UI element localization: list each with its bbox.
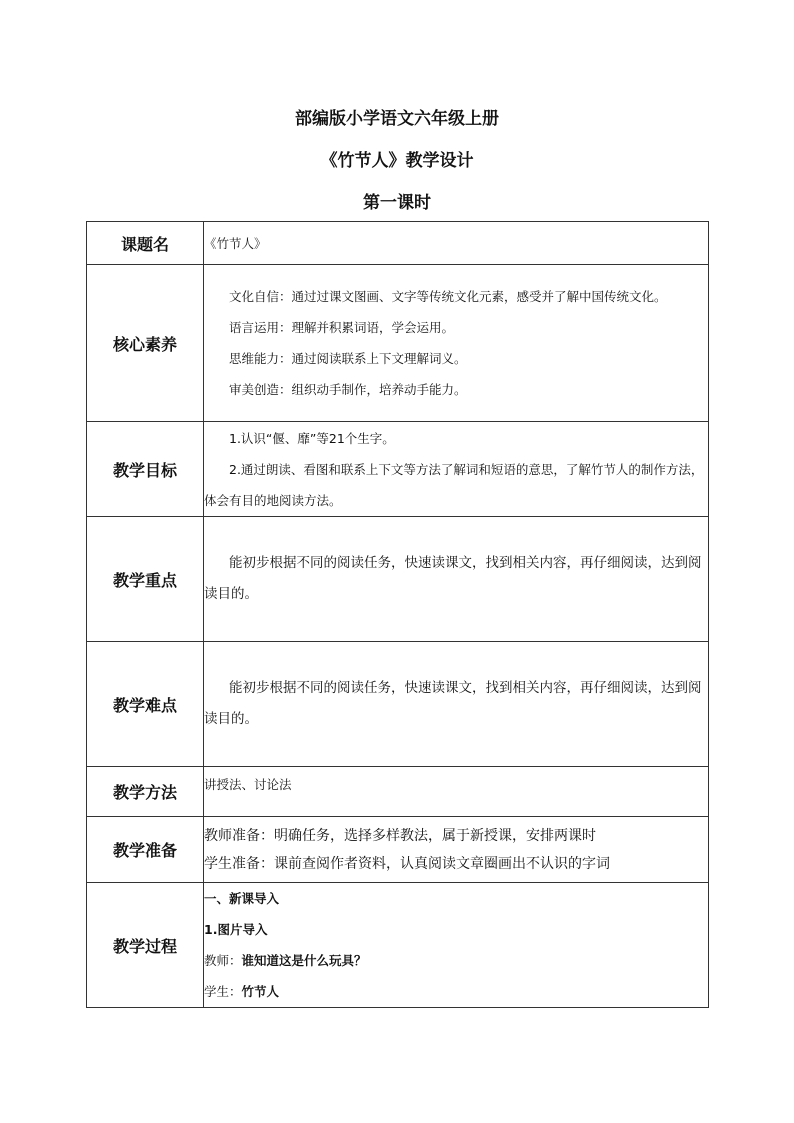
student-label: 学生： [204,984,242,999]
preparation-line: 教师准备：明确任务，选择多样教法，属于新授课，安排两课时 [204,827,596,844]
value-key-points [204,517,709,642]
label-difficulties: 教学难点 [87,642,204,767]
lesson-period: 第一课时 [363,193,431,213]
value-methods: 讲授法、讨论法 [204,767,709,817]
label-core-literacy: 核心素养 [87,265,204,422]
objective-line: 1.认识“偃、靡”等21个生字。 [229,430,395,446]
core-literacy-line: 思维能力：通过阅读联系上下文理解词义。 [229,351,467,366]
value-process [204,883,709,1008]
value-core-literacy [204,265,709,422]
core-literacy-line: 语言运用：理解并积累词语，学会运用。 [229,320,455,335]
teacher-question: 谁知道这是什么玩具？ [241,953,367,968]
preparation-line: 学生准备：课前查阅作者资料，认真阅读文章圈画出不认识的字词 [204,855,610,872]
row-core-literacy [87,265,709,422]
label-topic: 课题名 [87,222,204,265]
lesson-plan-table [86,221,709,1008]
label-methods: 教学方法 [87,767,204,817]
key-points-text: 能初步根据不同的阅读任务，快速读课文，找到相关内容，再仔细阅读，达到阅读目的。 [204,555,702,602]
row-objectives [87,422,709,517]
value-topic: 《竹节人》 [204,222,709,265]
value-objectives [204,422,709,517]
row-process [87,883,709,1008]
value-preparation [204,817,709,883]
label-preparation: 教学准备 [87,817,204,883]
label-objectives: 教学目标 [87,422,204,517]
difficulties-text: 能初步根据不同的阅读任务，快速读课文，找到相关内容，再仔细阅读，达到阅读目的。 [204,680,702,727]
process-section-heading: 一、新课导入 [204,891,280,906]
student-answer: 竹节人 [241,984,280,999]
row-topic [87,222,709,265]
document-subtitle: 《竹节人》教学设计 [320,151,474,171]
process-teacher-line [204,945,708,976]
teacher-label: 教师： [204,953,242,968]
document-title: 部编版小学语文六年级上册 [295,109,499,129]
row-key-points [87,517,709,642]
row-preparation [87,817,709,883]
label-key-points: 教学重点 [87,517,204,642]
row-methods [87,767,709,817]
process-step: 1.图片导入 [204,922,268,937]
label-process: 教学过程 [87,883,204,1008]
process-student-line [204,976,708,1007]
objective-line: 2.通过朗读、看图和联系上下文等方法了解词和短语的意思，了解竹节人的制作方法，体会有目的地阅读方法。 [204,461,704,508]
core-literacy-line: 审美创造：组织动手制作，培养动手能力。 [229,382,467,397]
value-difficulties [204,642,709,767]
core-literacy-line: 文化自信：通过过课文图画、文字等传统文化元素，感受并了解中国传统文化。 [229,289,667,304]
row-difficulties [87,642,709,767]
